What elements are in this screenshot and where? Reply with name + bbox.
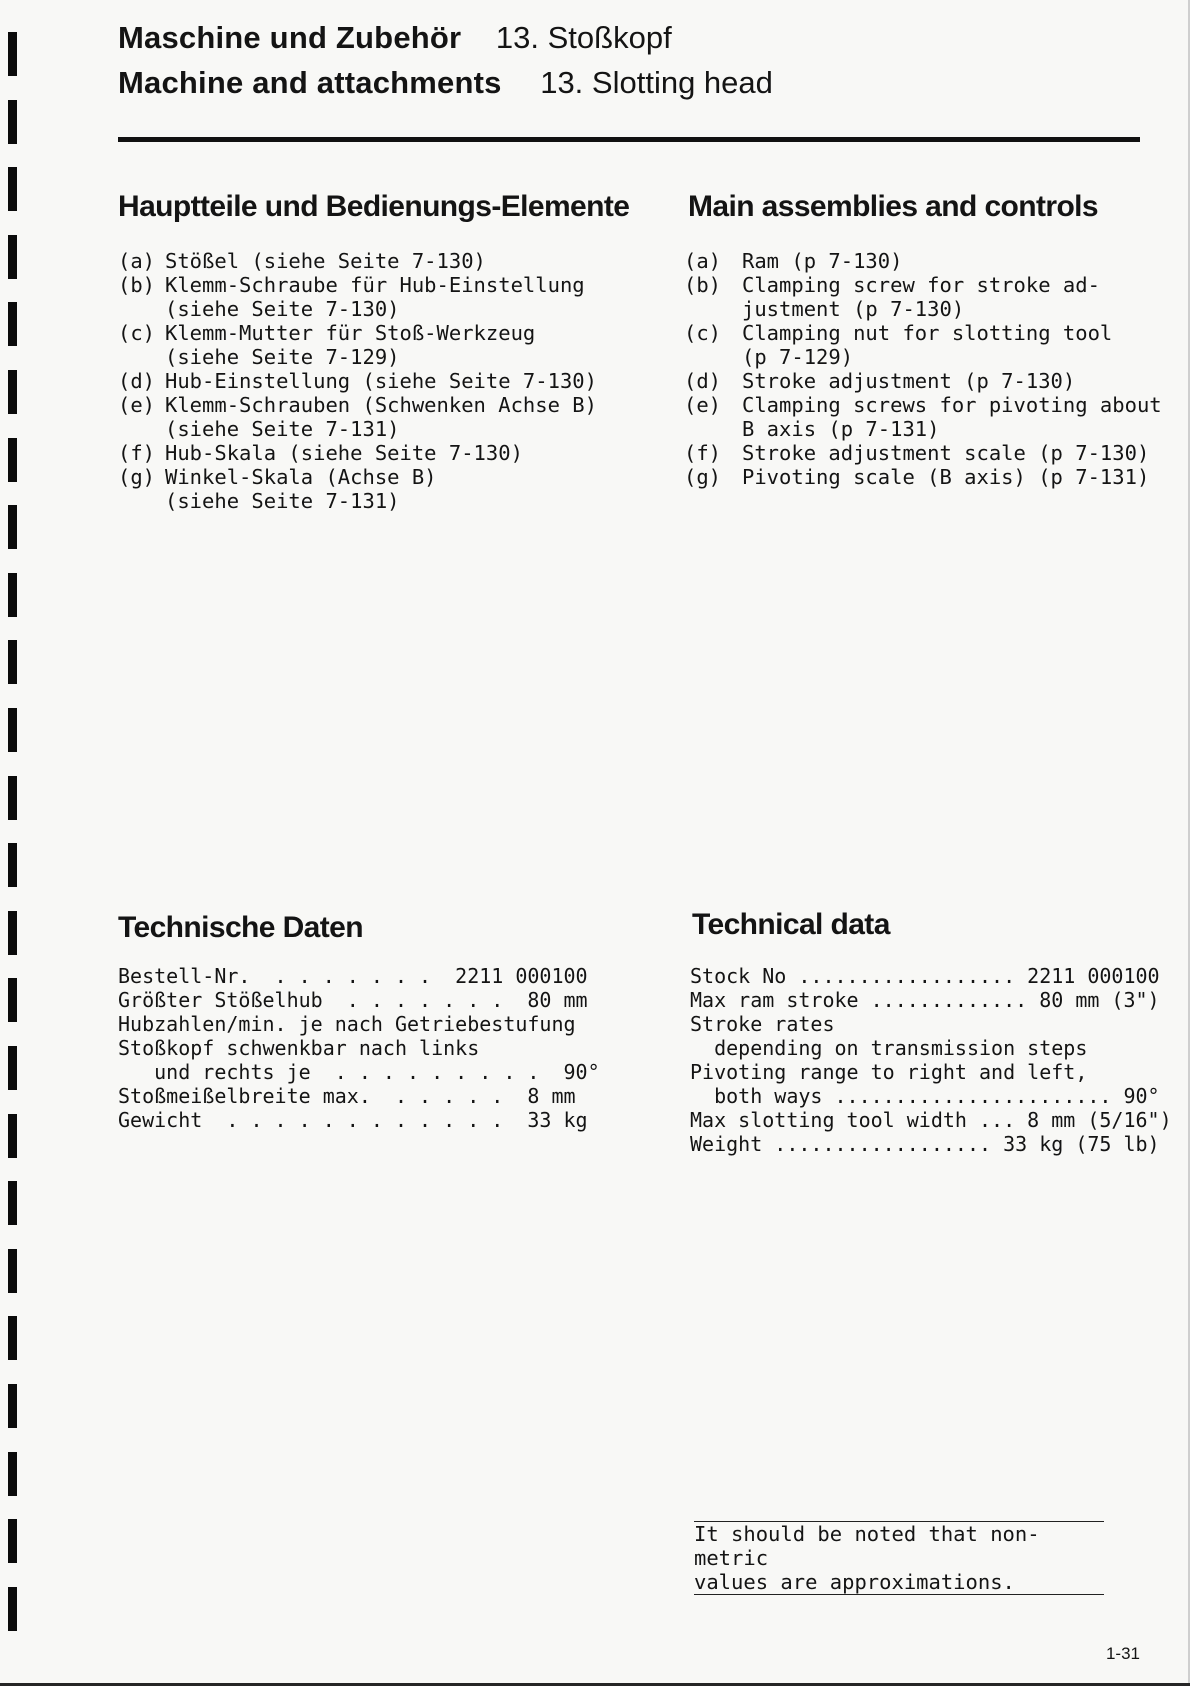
binding-hole [8, 1519, 17, 1563]
spec-row: Pivoting range to right and left, [690, 1060, 1088, 1084]
binding-hole [8, 911, 17, 955]
spec-row: Stoßmeißelbreite max. . . . . . 8 mm [118, 1084, 576, 1108]
spec-row: Bestell-Nr. . . . . . . . 2211 000100 [118, 964, 588, 988]
list-item-key: (a) [684, 249, 722, 273]
techdata-table-de [118, 964, 600, 1132]
list-item [118, 249, 678, 273]
list-item [118, 321, 678, 369]
list-item [684, 369, 1174, 393]
note-box [694, 1521, 1104, 1595]
spec-row: depending on transmission steps [690, 1036, 1088, 1060]
list-item-key: (e) [118, 393, 156, 417]
list-item [684, 273, 1174, 321]
binding-hole [8, 573, 17, 617]
assemblies-list-en [684, 249, 1174, 489]
list-item-key: (e) [684, 393, 722, 417]
header-english-title: Machine and attachments [118, 65, 502, 100]
binding-holes [8, 0, 18, 1686]
list-item [684, 441, 1174, 465]
spec-row: und rechts je . . . . . . . . . 90° [118, 1060, 600, 1084]
list-item-key: (a) [118, 249, 156, 273]
list-item-text: Pivoting scale (B axis) (p 7-131) [742, 465, 1150, 489]
header-english-subtitle: 13. Slotting head [540, 65, 773, 100]
binding-hole [8, 235, 17, 279]
binding-hole [8, 1114, 17, 1158]
list-item [684, 465, 1174, 489]
binding-hole [8, 370, 17, 414]
list-item-text: Clamping screws for pivoting about B axis (p 7-131) [742, 393, 1162, 441]
spec-row: Hubzahlen/min. je nach Getriebestufung [118, 1012, 576, 1036]
spec-row: Gewicht . . . . . . . . . . . . 33 kg [118, 1108, 588, 1132]
spec-row: Max slotting tool width ... 8 mm (5/16") [690, 1108, 1172, 1132]
header-english [118, 65, 773, 101]
list-item-key: (b) [684, 273, 722, 297]
list-item [118, 273, 678, 321]
list-item-key: (c) [118, 321, 156, 345]
list-item-key: (f) [684, 441, 722, 465]
spec-row: Stroke rates [690, 1012, 835, 1036]
list-item-text: Klemm-Schraube für Hub-Einstellung (siehe Seite 7-130) [165, 273, 585, 321]
list-item-text: Klemm-Schrauben (Schwenken Achse B) (siehe Seite 7-131) [165, 393, 597, 441]
note-line-2: values are approximations. [694, 1570, 1015, 1594]
spec-row: Stock No .................. 2211 000100 [690, 964, 1160, 988]
binding-hole [8, 1181, 17, 1225]
assemblies-title-de: Hauptteile und Bedienungs-Elemente [118, 190, 630, 223]
list-item-text: Stroke adjustment (p 7-130) [742, 369, 1076, 393]
page-number: 1-31 [1105, 1644, 1140, 1663]
list-item [118, 441, 678, 465]
list-item-text: Winkel-Skala (Achse B) (siehe Seite 7-131) [165, 465, 437, 513]
binding-hole [8, 1384, 17, 1428]
techdata-title-de: Technische Daten [118, 911, 363, 944]
header-german-subtitle: 13. Stoßkopf [495, 20, 672, 55]
binding-hole [8, 978, 17, 1022]
binding-hole [8, 167, 17, 211]
spec-row: both ways ....................... 90° [690, 1084, 1160, 1108]
list-item [118, 369, 678, 393]
list-item-text: Clamping nut for slotting tool (p 7-129) [742, 321, 1113, 369]
list-item-text: Stroke adjustment scale (p 7-130) [742, 441, 1150, 465]
techdata-title-en: Technical data [692, 908, 890, 941]
list-item-text: Stößel (siehe Seite 7-130) [165, 249, 486, 273]
binding-hole [8, 505, 17, 549]
binding-hole [8, 438, 17, 482]
binding-hole [8, 1316, 17, 1360]
list-item-key: (g) [684, 465, 722, 489]
list-item-text: Hub-Skala (siehe Seite 7-130) [165, 441, 523, 465]
assemblies-title-en: Main assemblies and controls [688, 190, 1098, 223]
binding-hole [8, 1249, 17, 1293]
list-item-text: Hub-Einstellung (siehe Seite 7-130) [165, 369, 597, 393]
binding-hole [8, 302, 17, 346]
list-item-key: (b) [118, 273, 156, 297]
list-item [684, 393, 1174, 441]
list-item [684, 249, 1174, 273]
list-item-key: (g) [118, 465, 156, 489]
spec-row: Weight .................. 33 kg (75 lb) [690, 1132, 1160, 1156]
spec-row: Max ram stroke ............. 80 mm (3") [690, 988, 1160, 1012]
binding-hole [8, 1587, 17, 1631]
list-item-key: (d) [684, 369, 722, 393]
list-item-key: (d) [118, 369, 156, 393]
list-item [118, 393, 678, 441]
techdata-table-en [690, 964, 1172, 1156]
assemblies-list-de [118, 249, 678, 513]
spec-row: Größter Stößelhub . . . . . . . 80 mm [118, 988, 588, 1012]
header-rule [118, 137, 1140, 142]
binding-hole [8, 640, 17, 684]
list-item [684, 321, 1174, 369]
list-item-key: (c) [684, 321, 722, 345]
binding-hole [8, 843, 17, 887]
list-item [118, 465, 678, 513]
note-line-1: It should be noted that non-metric [694, 1522, 1040, 1570]
list-item-text: Klemm-Mutter für Stoß-Werkzeug (siehe Seite 7-129) [165, 321, 536, 369]
binding-hole [8, 708, 17, 752]
spec-row: Stoßkopf schwenkbar nach links [118, 1036, 480, 1060]
list-item-text: Ram (p 7-130) [742, 249, 903, 273]
header-german-title: Maschine und Zubehör [118, 20, 462, 55]
list-item-text: Clamping screw for stroke ad- justment (p 7-130) [742, 273, 1100, 321]
header-german [118, 20, 672, 56]
list-item-key: (f) [118, 441, 156, 465]
binding-hole [8, 32, 17, 76]
binding-hole [8, 1452, 17, 1496]
binding-hole [8, 100, 17, 144]
binding-hole [8, 1046, 17, 1090]
binding-hole [8, 776, 17, 820]
